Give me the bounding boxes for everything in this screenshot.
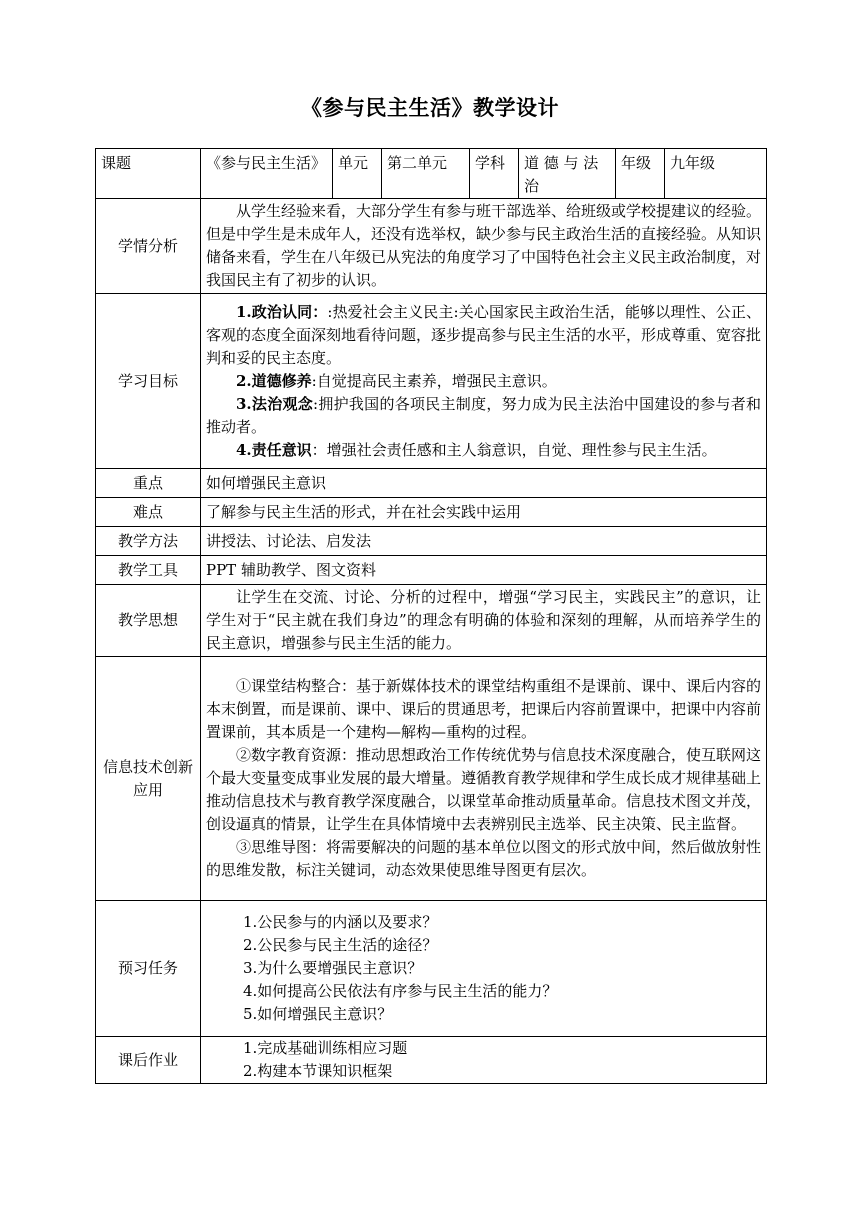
it-paragraph: ②数字教育资源：推动思想政治工作传统优势与信息技术深度融合，使互联网这个最大变量变成事业发展的最大增量。遵循教育教学规律和学生成长成才规律基础上推动信息技术与教育教学深度融合，以课堂革命推动质量革命。信息技术图文并茂，创设逼真的情景，让学生在具体情境中去表辨别民主选举、民主决策、民主监督。 — [206, 746, 762, 833]
method-label: 教学方法 — [96, 527, 201, 556]
analysis-label: 学情分析 — [96, 199, 201, 294]
header-row — [96, 149, 767, 199]
key-point-row — [96, 469, 767, 498]
it-label: 信息技术创新应用 — [96, 657, 201, 901]
homework-list — [201, 1037, 767, 1084]
list-item: 1.公民参与的内涵以及要求？ — [243, 913, 438, 931]
it-paragraph: ①课堂结构整合：基于新媒体技术的课堂结构重组不是课前、课中、课后内容的本末倒置，而是课前、课中、课后的贯通思考，把课后内容前置课中，把课中内容前置课前，其本质是一个建构—解构—重构的过程。 — [206, 677, 762, 741]
unit-label: 单元 — [333, 149, 382, 199]
grade-label: 年级 — [616, 149, 665, 199]
unit-value: 第二单元 — [382, 149, 470, 199]
subject-value: 道 德 与 法 治 — [519, 149, 616, 199]
lesson-plan-table — [95, 148, 767, 1084]
it-row — [96, 657, 767, 901]
list-item: 4.如何提高公民依法有序参与民主生活的能力？ — [243, 982, 558, 1000]
list-item: 2.公民参与民主生活的途径？ — [243, 936, 438, 954]
key-point-label: 重点 — [96, 469, 201, 498]
objective-item: 1.政治认同：:热爱社会主义民主:关心国家民主政治生活，能够以理性、公正、客观的态度全面深刻地看待问题，逐步提高参与民主生活的水平，形成尊重、宽容批判和妥的民主态度。 — [206, 302, 762, 367]
objective-item: 2.道德修养:自觉提高民主素养，增强民主意识。 — [236, 371, 557, 390]
grade-value: 九年级 — [665, 149, 767, 199]
difficulty-text: 了解参与民主生活的形式，并在社会实践中运用 — [201, 498, 767, 527]
homework-label: 课后作业 — [96, 1037, 201, 1084]
list-item: 2.构建本节课知识框架 — [243, 1062, 393, 1080]
objectives-label: 学习目标 — [96, 294, 201, 469]
list-item: 1.完成基础训练相应习题 — [243, 1039, 408, 1057]
idea-label: 教学思想 — [96, 585, 201, 657]
list-item: 3.为什么要增强民主意识？ — [243, 959, 423, 977]
tools-label: 教学工具 — [96, 556, 201, 585]
analysis-text: 从学生经验来看，大部分学生有参与班干部选举、给班级或学校提建议的经验。但是中学生是未成年人，还没有选举权，缺少参与民主政治生活的直接经验。从知识储备来看，学生在八年级已从宪法的角度学习了中国特色社会主义民主政治制度，对我国民主有了初步的认识。 — [206, 202, 762, 289]
idea-text: 让学生在交流、讨论、分析的过程中，增强“学习民主，实践民主”的意识，让学生对于“民主就在我们身边”的理念有明确的体验和深刻的理解，从而培养学生的民主意识，增强参与民主生活的能力。 — [206, 588, 761, 652]
subject-label: 学科 — [470, 149, 519, 199]
tools-row — [96, 556, 767, 585]
objective-item: 4.责任意识：增强社会责任感和主人翁意识，自觉、理性参与民主生活。 — [236, 440, 717, 459]
it-content — [201, 657, 767, 901]
list-item: 5.如何增强民主意识？ — [243, 1005, 393, 1023]
topic-value: 《参与民主生活》 — [201, 149, 333, 199]
topic-label: 课题 — [96, 149, 201, 199]
method-text: 讲授法、讨论法、启发法 — [201, 527, 767, 556]
tools-text: PPT 辅助教学、图文资料 — [201, 556, 767, 585]
homework-row — [96, 1037, 767, 1084]
analysis-row — [96, 199, 767, 294]
it-paragraph: ③思维导图：将需要解决的问题的基本单位以图文的形式放中间，然后做放射性的思维发散，标注关键词，动态效果使思维导图更有层次。 — [206, 838, 762, 879]
key-point-text: 如何增强民主意识 — [201, 469, 767, 498]
objective-item: 3.法治观念:拥护我国的各项民主制度，努力成为民主法治中国建设的参与者和推动者。 — [206, 394, 761, 436]
preview-label: 预习任务 — [96, 901, 201, 1037]
method-row — [96, 527, 767, 556]
difficulty-row — [96, 498, 767, 527]
objectives-row — [96, 294, 767, 469]
difficulty-label: 难点 — [96, 498, 201, 527]
preview-row — [96, 901, 767, 1037]
page-title: 《参与民主生活》教学设计 — [301, 95, 559, 120]
idea-row — [96, 585, 767, 657]
preview-list — [201, 901, 767, 1037]
objectives-content — [201, 294, 767, 469]
